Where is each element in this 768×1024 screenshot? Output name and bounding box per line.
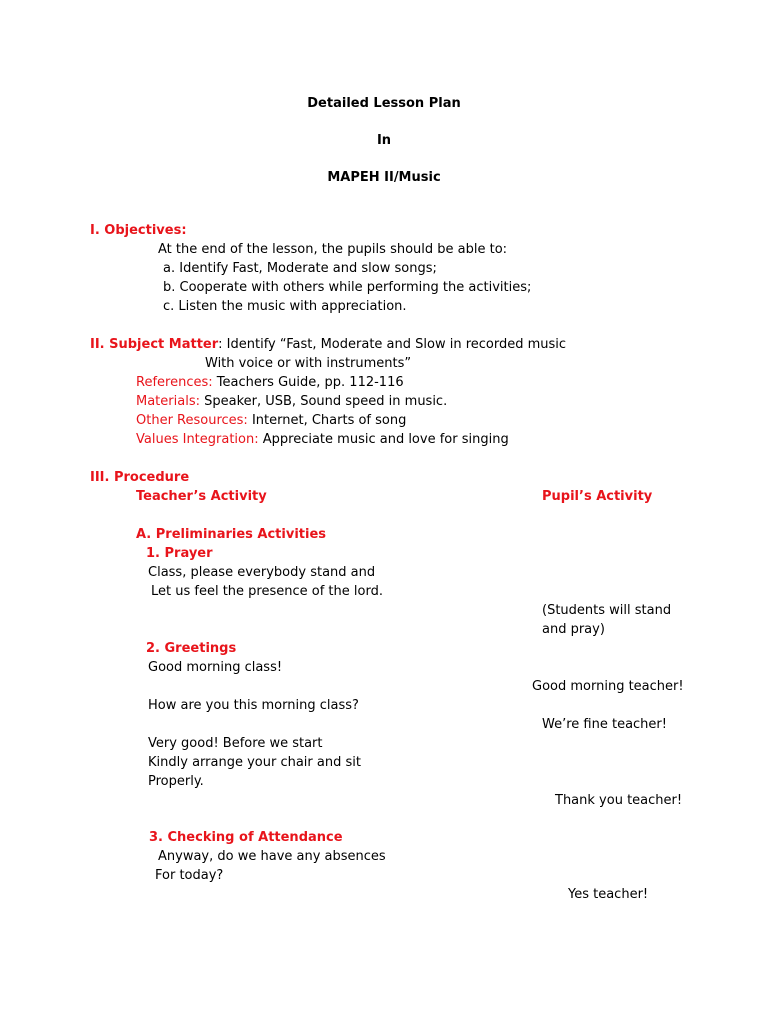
teacher-activity-heading: Teacher’s Activity xyxy=(136,489,267,504)
values-integration-line xyxy=(136,430,509,449)
values-integration-label: Values Integration: xyxy=(136,432,259,447)
objective-item: a. Identify Fast, Moderate and slow songs; xyxy=(163,261,437,276)
pupil-line: Good morning teacher! xyxy=(532,679,684,694)
materials-value: Speaker, USB, Sound speed in music. xyxy=(199,394,448,409)
pupil-line: (Students will stand xyxy=(542,603,672,618)
document-title: Detailed Lesson Plan xyxy=(307,96,461,111)
teacher-line: Properly. xyxy=(148,774,204,789)
references-label: References: xyxy=(136,375,213,390)
pupil-line: Yes teacher! xyxy=(568,887,649,902)
subject-matter-text: : Identify “Fast, Moderate and Slow in recorded music xyxy=(218,337,567,352)
greetings-heading: 2. Greetings xyxy=(146,641,237,656)
pupil-activity-heading: Pupil’s Activity xyxy=(542,489,653,504)
values-integration-value: Appreciate music and love for singing xyxy=(258,432,509,447)
teacher-line: Let us feel the presence of the lord. xyxy=(151,584,383,599)
teacher-line: For today? xyxy=(155,868,224,883)
other-resources-label: Other Resources: xyxy=(136,413,248,428)
attendance-heading: 3. Checking of Attendance xyxy=(149,830,343,845)
section-a-heading: A. Preliminaries Activities xyxy=(136,527,327,542)
pupil-line: Thank you teacher! xyxy=(555,793,683,808)
other-resources-value: Internet, Charts of song xyxy=(247,413,407,428)
subject-matter-label: II. Subject Matter xyxy=(90,337,219,352)
subject-matter-continued: With voice or with instruments” xyxy=(205,356,412,371)
teacher-line: Class, please everybody stand and xyxy=(148,565,376,580)
objective-item: c. Listen the music with appreciation. xyxy=(163,299,407,314)
procedure-label: III. Procedure xyxy=(90,470,190,485)
teacher-line: Very good! Before we start xyxy=(148,736,323,751)
teacher-line: Good morning class! xyxy=(148,660,283,675)
teacher-line: How are you this morning class? xyxy=(148,698,359,713)
teacher-line: Anyway, do we have any absences xyxy=(158,849,386,864)
pupil-line: We’re fine teacher! xyxy=(542,717,667,732)
objectives-label: I. Objectives: xyxy=(90,223,187,238)
title-in: In xyxy=(376,133,392,148)
materials-line xyxy=(136,392,447,411)
teacher-line: Kindly arrange your chair and sit xyxy=(148,755,361,770)
objective-item: b. Cooperate with others while performing the activities; xyxy=(163,280,532,295)
materials-label: Materials: xyxy=(136,394,200,409)
other-resources-line xyxy=(136,411,406,430)
subject-title: MAPEH II/Music xyxy=(327,170,441,185)
references-value: Teachers Guide, pp. 112-116 xyxy=(212,375,404,390)
prayer-heading: 1. Prayer xyxy=(146,546,213,561)
pupil-line: and pray) xyxy=(542,622,605,637)
objectives-intro: At the end of the lesson, the pupils should be able to: xyxy=(158,242,508,257)
references-line xyxy=(136,373,404,392)
subject-matter-line xyxy=(90,335,566,354)
